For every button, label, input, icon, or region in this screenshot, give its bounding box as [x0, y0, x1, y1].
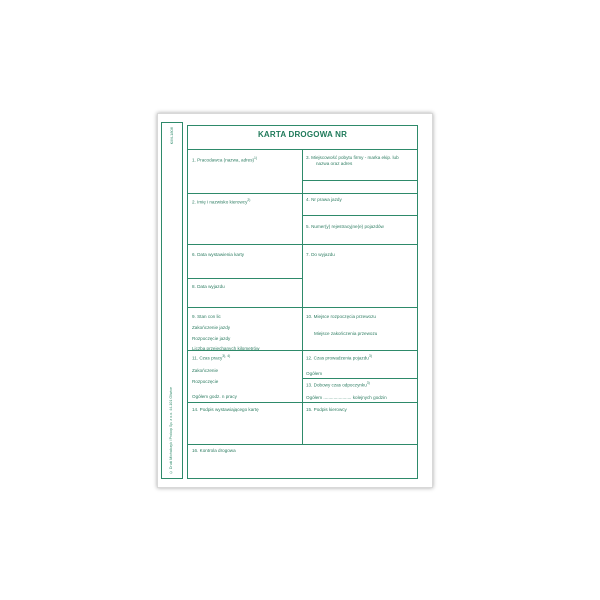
field-9-start: Rozpoczęcie jazdy: [192, 336, 231, 341]
publisher-imprint: © Druki Michalczyk i Prokop Sp. z o.o. 44-101 Gliwice: [169, 386, 173, 474]
field-12-total: Ogółem: [306, 371, 323, 376]
row-divider: [188, 444, 417, 445]
field-3-label: 3. Miejscowość pobytu firmy - marka ekip. lub: [306, 155, 399, 160]
road-card-form: [187, 125, 418, 479]
field-11-label: 11. Czas pracy$^{3), 4)}$: [192, 354, 231, 361]
field-6-label: 6. Data wystawienia karty: [192, 252, 245, 257]
field-7-label: 7. Do wyjazdu: [306, 252, 335, 257]
field-11-end: Zakończenie: [192, 368, 219, 373]
field-13-total: Ogółem ...................... kolejnych godzin: [306, 395, 387, 400]
form-sheet: [157, 113, 433, 488]
column-divider: [302, 149, 303, 444]
row-divider: [188, 278, 302, 279]
field-4-label: 4. Nr prawa jazdy: [306, 197, 342, 202]
field-9-label: 9. Stan con lic: [192, 314, 221, 319]
field-5-label: 5. Numer(y) rejestracyjne(e) pojazdów: [306, 224, 384, 229]
field-15-label: 15. Podpis kierowcy: [306, 407, 347, 412]
field-11-start: Rozpoczęcie: [192, 379, 219, 384]
field-3-label-cont: nazwa oraz adres: [316, 161, 353, 166]
row-divider: [302, 378, 417, 379]
field-1-label: 1. Pracodawca (nazwa, adres)$^{1)}$: [192, 156, 258, 163]
field-12-label: 12. Czas prowadzenia pojazdu$^{3)}$: [306, 354, 372, 361]
field-9-km: Liczba przejechanych kilometrów: [192, 346, 260, 351]
field-9-end: Zakończenie jazdy: [192, 325, 231, 330]
field-14-label: 14. Podpis wystawiającego kartę: [192, 407, 259, 412]
row-divider: [302, 215, 417, 216]
row-divider: [302, 180, 417, 181]
form-code: KIM-1806: [169, 127, 174, 145]
field-10-label: 10. Miejsce rozpoczęcia przewozu: [306, 314, 376, 319]
form-title: KARTA DROGOWA NR: [257, 130, 348, 139]
field-13-label: 13. Dobowy czas odpoczynku$^{3)}$: [306, 381, 370, 388]
field-10-end: Miejsce zakończenia przewozu: [314, 331, 378, 336]
field-16-label: 16. Kontrola drogowa: [192, 448, 236, 453]
field-2-label: 2. Imię i nazwisko kierowcy$^{2)}$: [192, 198, 251, 205]
side-strip: [161, 122, 183, 479]
field-11-total: Ogółem godz. n pracy: [192, 394, 237, 399]
field-8-label: 8. Data wyjazdu: [192, 284, 225, 289]
